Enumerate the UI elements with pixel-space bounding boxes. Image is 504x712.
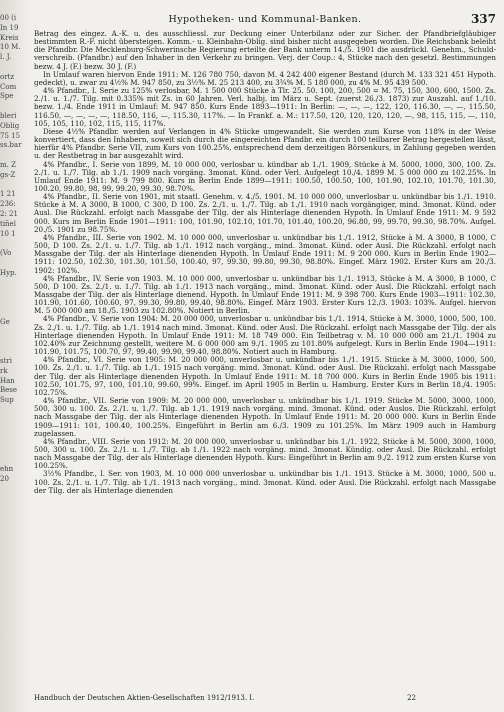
paragraph: 4% Pfandbr., III. Serie von 1902. M. 10 000 000, unverlosbar u. unkündbar bis 1./1. 1912, Stücke à M. A 3000, B 1000, C 500, D 100. Zs. 2./1. u. 1./7. Tilg. ab 1./1. 1912 nach vorgäng., mind. 3monat. Künd. oder Ausl. Die Rückzahl. erfolgt nach Massgabe der Tilg. der als Hinterlage dienenden Hypoth. In Umlauf Ende 1911: M. 9 200 000. Kurs in Berlin Ende 1902—1911: 102.50, 102.30, 101.30, 101.50, 100.40, 97, 99.30, 99.80, 99.30, 98.80%. Eingef. März 1902. Erster Kurs am 20./3. 1902: 102%.: [34, 232, 496, 275]
paragraph: 4% Pfandbr., VI. Serie von 1905: M. 20 000 000, unverlosbar u. unkündbar bis 1./1. 1915. Stücke à M. 3000, 1000, 500, 100. Zs. 2./1. u. 1./7. Tilg. ab 1./1. 1915 nach vorgäng. mind. 3monat. Künd. oder Ausl. Die Rückzahl. erfolgt nach Massgabe der Tilg. der als Hinterlage dienenden Hypoth. In Umlauf Ende 1911: M. 18 700 000. Kurs in Berlin Ende 1905 bis 1911: 102.50, 101.75, 97, 100, 101.10, 99.60, 99%. Eingef. im April 1905 in Berlin u. Hamburg. Erster Kurs in Berlin 18./4. 1905: 102.75%.: [34, 355, 496, 397]
paragraph: 4% Pfandbr., IV. Serie von 1903. M. 10 000 000, unverlosbar u. unkündbar bis 1./1. 1913, Stücke à M. A 3000, B 1000, C 500, D 100. Zs. 2./1. u. 1./7. Tilg. ab 1./1. 1913 nach vorgäng., mind. 3monat. Künd. oder Ausl. Die Rückzahl. erfolgt nach Massgabe der Tilg. der als Hinterlage dienend. Hypoth. In Umlauf Ende 1911: M. 9 398 700. Kurs Ende 1903—1911: 102.30, 101.90, 101.60, 100.60, 97, 99.30, 99.80, 99.40, 98.80%. Eingef. März 1903. Erster Kurs 12./3. 1903: 103%. Aufgel. hiervon M. 5 000 000 am 18./5. 1903 zu 102.80%. Notiert in Berlin.: [34, 273, 496, 316]
page-body: [34, 30, 496, 495]
margin-fragment: ortz: [0, 72, 15, 81]
margin-fragment: stri: [0, 357, 12, 365]
paragraph: 3½% Pfandbr., I. Ser. von 1903, M. 10 000 000 unverlosbar u. unkündbar bis 1./1. 1913. Stücke à M. 3000, 1000, 500 u. 100. Zs. 2./1. u. 1./7. Tilg. ab 1./1. 1913 nach vorgäng., mind. 3monat. Künd. oder Ausl. Die Rückzahl. erfolgt nach Massgabe der Tilg. der als Hinterlage dienenden: [34, 469, 496, 495]
margin-fragment: gs-Z: [0, 170, 16, 179]
book-page: [34, 12, 496, 704]
margin-fragment: In 19: [0, 23, 19, 32]
margin-fragment: 00 (i: [0, 14, 17, 22]
margin-fragment: 1 21: [0, 190, 16, 199]
margin-fragment: m. Z: [0, 161, 16, 169]
page-number: 337: [470, 12, 496, 26]
paragraph: Diese 4½% Pfandbr. werden auf Verlangen in 4% Stücke umgewandelt. Sie werden zum Kurse von 118% in der Weise konvertiert, dass den Inhabern, soweit sich durch die eingereichten Pfandbr. ein durch 100 teilbarer Betrag hergestellen lässt, hierfür 4% Pfandbr. Serie VII, zum Kurs von 100.25%, entsprechend dem derzeitigen Börsenkurs, in Zahlung gegeben werden u. der Restbetrag in bar ausgezahlt wird.: [34, 126, 496, 161]
paragraph: 4% Pfandbr., VIII. Serie von 1912: M. 20 000 000, unverlosbar u. unkündbar bis 1./1. 1922, Stücke à M. 5000, 3000, 1000, 500, 300 u. 100. Zs. 2./1. u. 1./7. Tilg. ab 1./1. 1922 nach vorgäng. mind. 3monat. Kündig. oder Ausl. Die Rückzahl. erfolgt nach Massgabe der Tilg. der als Hinterlage dienenden Hypoth. Kurs: Eingeführt in Berlin am 9./2. 1912 zum ersten Kurse von 100.25%.: [34, 436, 496, 471]
margin-fragment: 75 15: [0, 131, 21, 140]
margin-fragment: 10 1: [0, 229, 16, 238]
margin-fragment: bleri: [0, 112, 17, 120]
margin-fragment: 236:: [0, 200, 16, 209]
margin-fragment: Ge: [0, 317, 10, 326]
paragraph: 4% Pfandbr., VII. Serie von 1909: M. 20 000 000, unverlosbar u. unkündbar bis 1./1. 1919. Stücke M. 5000, 3000, 1000, 500, 300 u. 100. Zs. 2./1. u. 1./7. Tilg. ab 1./1. 1919 nach vorgäng. mind. 3monat. Künd. oder Auslos. Die Rückzahl. erfolgt nach Massgabe der Tilg. der als Hinterlage dienenden Hypoth. In Umlauf Ende 1911: M. 20 000 000. Kurs in Berlin Ende 1909—1911: 101, 100.40, 100.25%. Eingeführt in Berlin am 6./3. 1909 zu 101.25%. Im März 1909 auch in Hamburg zugelassen.: [34, 396, 496, 438]
margin-fragment: 10 M.: [0, 43, 21, 52]
footer-source: Handbuch der Deutschen Aktien-Gesellschaften 1912/1913. I.: [34, 694, 255, 702]
margin-fragment: l. J.: [0, 53, 12, 62]
footer-signature: 22: [407, 694, 416, 702]
margin-fragment: Kreis: [0, 33, 19, 42]
page-header: [34, 12, 496, 26]
margin-fragment: Bese: [0, 386, 18, 395]
margin-fragment: ehn: [0, 464, 14, 473]
margin-fragment: Hyp.: [0, 268, 17, 277]
paragraph: 4% Pfandbr., I. Serie von 1899, M. 10 000 000, verlosbar u. kündbar ab 1./1. 1909, Stücke à M. 5000, 1000, 300, 100. Zs. 2./1. u. 1./7. Tilg. ab 1./1. 1909 nach vorgäng. 3monat. Künd. oder Verl. Aufgelegt 10./4. 1899 M. 5 000 000 zu 102.25%. In Umlauf Ende 1911: M. 9 799 800. Kurs in Berlin Ende 1899—1911: 100.50, 100.50, 100, 101.90, 102.10, 101.70, 101.30, 100.20, 99.80, 98, 99, 99.20, 99.30, 98.70%.: [34, 159, 496, 193]
paragraph: Betrag des eingez. A.-K. u. des ausschliessl. zur Deckung einer Unterbilanz oder zur Sicher. der Pfandbriefgläubiger bestimmten R.-F. nicht übersteigen. Komm.- u. Kleinbahn-Oblig. sind bisher nicht ausgegeben worden. Die Reichsbank beleiht die Pfandbr. Die Mecklenburg-Schwerinsche Regierung erteilte der Bank unterm 14./5. 1901 die ausdrückl. Genehm., Schuld-verschreib. (Pfandbr.) auf den Inhaber in den Verkehr zu bringen. Verj. der Coup.: 4, Stücke nach den gesetzl. Bestimmungen bezw. 4 J. (F.) bezw. 30 J. (F.): [34, 29, 496, 71]
margin-fragment: tiñel: [0, 219, 16, 228]
margin-fragment: (Vo: [0, 249, 12, 258]
margin-fragment: Han: [0, 376, 15, 385]
paragraph: 4% Pfandbr., I. Serie zu 125% verlosbar, M. 1 500 000 Stücke à Tlr. 25. 50. 100, 200, 500 = M. 75, 150, 300, 600, 1500. Zs. 2./1. u. 1./7. Tilg. mit 0.335% mit Zs. in 60 Jahren. Verl. halbj. im März u. Sept. (zuerst 26./3. 1873) zur Auszahl. auf 1./10. bezw. 1./4. Ende 1911 in Umlauf: M. 947 850. Kurs Ende 1893—1911: In Berlin: —, —, —, 122, 120, 116.30, —, —, 115.50, 116.50, —, —, —, —, 118.50, 116, —, 115.30, 117%. — In Frankf. a. M.: 117.50, 120, 120, 120, 120, —, 98, 115, 115, —, 110, 105, 105, 110, 102, 115, 115, 117%.: [34, 86, 496, 128]
margin-fragment: Spe: [0, 92, 14, 101]
running-title: Hypotheken- und Kommunal-Banken.: [168, 14, 362, 25]
margin-fragment: Oblig: [0, 121, 20, 130]
margin-fragment: 20: [0, 474, 9, 483]
paragraph: 4% Pfandbr., II. Serie von 1901, mit staatl. Genehm. v. 4./5. 1901. M. 10 000 000, unverlosbar u. unkündbar bis 1./1. 1910. Stücke à M. A 3000, B 1000, C 300, D 100. Zs. 2./1. u. 1./7. Tilg. ab 1./1. 1910 nach vorgängiger, mind. 3monat. Künd. oder Ausl. Die Rückzahl. erfolgt nach Massgabe der Tilg. der als Hinterlage dienenden Hypoth. In Umlauf Ende 1911: M. 9 592 000. Kurs im Berlin Ende 1901—1911: 100, 101.90, 102.10, 101.70, 101.40, 100.20, 96.80, 99, 99.70, 99.30, 98.70%. Aufgel. 20./5. 1901 zu 98.75%.: [34, 192, 496, 234]
paragraph: 4% Pfandbr., V. Serie von 1904: M. 20 000 000, unverlosbar u. unkündbar bis 1./1. 1914, Stücke à M. 3000, 1000, 500, 100. Zs. 2./1. u. 1./7. Tilg. ab 1./1. 1914 nach mind. 3monat. Künd. oder Ausl. Die Rückzahl. erfolgt nach Massgabe der Tilg. der als Hinterlage dienenden Hypoth. In Umlauf Ende 1911: M. 18 749 000. Ein Teilbetrag v. M. 10 000 000 am 21./1. 1904 zu 102.40% zur Zeichnung gestellt, weitere M. 6 000 000 am 9./1. 1905 zu 101.80% aufgelegt. Kurs in Berlin Ende 1904—1911: 101.90, 101.75, 100.70, 97, 99.40, 99.90, 99.40, 98.80%. Notiert auch in Hamburg.: [34, 314, 496, 357]
margin-fragment: 2: 21: [0, 210, 18, 218]
margin-fragment: ss.bar: [0, 141, 22, 150]
page-footer: [34, 694, 496, 704]
margin-fragment: rk: [0, 366, 8, 375]
margin-fragment: Sup: [0, 396, 14, 405]
adjacent-page-margin: [0, 0, 30, 712]
margin-fragment: Com: [0, 82, 17, 91]
paragraph: In Umlauf waren hiervon Ende 1911: M. 126 780 750, davon M. 4 242 400 eigener Bestand (durch M. 133 321 451 Hypoth. gedeckt), u. zwar zu 4½% M. 947 850, zu 3½% M. 25 213 400, zu 3¾% M. 5 180 000, zu 4% M. 95 439 500.: [34, 69, 496, 87]
